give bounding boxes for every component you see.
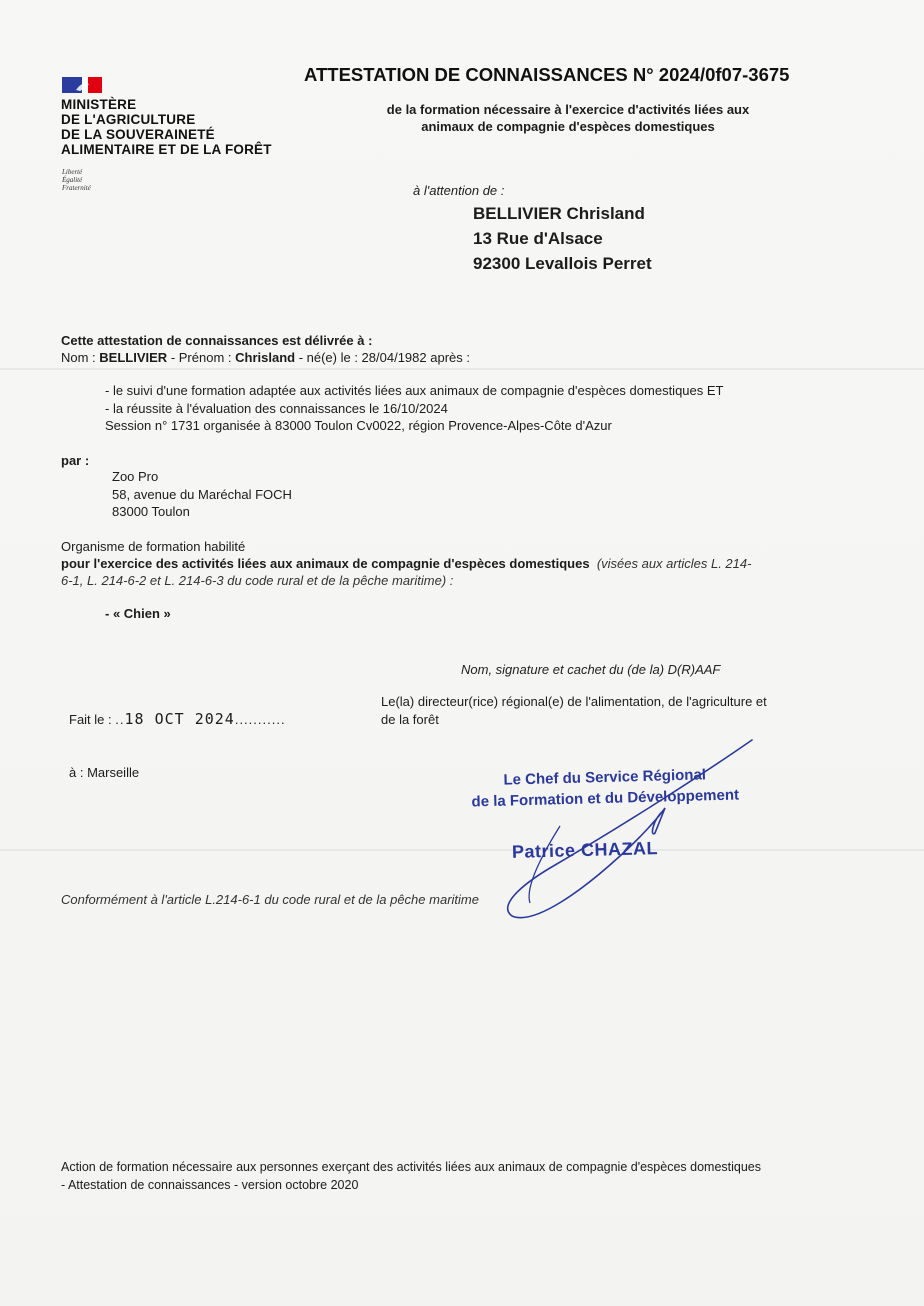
director-line: de la forêt (381, 711, 439, 727)
motto-line: Liberté (62, 168, 83, 176)
ministry-line: DE L'AGRICULTURE (61, 112, 196, 127)
stamp-line: de la Formation et du Développement (471, 786, 740, 811)
holder-lastname: BELLIVIER (99, 350, 168, 365)
document-subtitle (340, 101, 796, 135)
habilitation-articles: (visées aux articles L. 214- (596, 556, 752, 571)
republic-motto (62, 168, 91, 192)
fait-le: Fait le : ..18 OCT 2024........... (69, 710, 286, 728)
nom-label: Nom : (61, 350, 100, 365)
signature-caption: Nom, signature et cachet du (de la) D(R)AAF (461, 662, 721, 677)
director-line: Le(la) directeur(rice) régional(e) de l'alimentation, de l'agriculture et (381, 694, 767, 709)
habilitation-label: Organisme de formation habilité (61, 539, 246, 554)
footer-line: Action de formation nécessaire aux personnes exerçant des activités liées aux animaux de compagnie d'espèces domestiques (61, 1160, 762, 1174)
document-title: ATTESTATION DE CONNAISSANCES N° 2024/0f07-3675 (304, 64, 790, 85)
stamp-line: Le Chef du Service Régional (503, 766, 707, 789)
paper-fold (0, 368, 924, 370)
french-flag-icon (62, 77, 102, 93)
habilitation-scope (61, 555, 751, 573)
footer-line: - Attestation de connaissances - version octobre 2020 (61, 1177, 359, 1192)
conditions-list (105, 382, 723, 435)
director-title (381, 693, 767, 728)
recipient-address (473, 201, 652, 276)
recipient-street: 13 Rue d'Alsace (473, 229, 603, 248)
ministry-name (61, 97, 272, 157)
organizer-address (112, 468, 292, 521)
ministry-line: DE LA SOUVERAINETÉ (61, 127, 215, 142)
recipient-name: BELLIVIER Chrisland (473, 204, 645, 223)
animal-category: - « Chien » (105, 606, 171, 621)
fait-label: Fait le : (69, 712, 116, 727)
par-label: par : (61, 453, 90, 468)
subtitle-line: de la formation nécessaire à l'exercice d'activités liées aux (386, 102, 750, 117)
paper-fold (0, 849, 924, 851)
ministry-line: MINISTÈRE (61, 97, 137, 112)
list-item: - le suivi d'une formation adaptée aux activités liées aux animaux de compagnie d'espèces domestiques ET (105, 383, 724, 398)
subtitle-line: animaux de compagnie d'espèces domestiques (421, 119, 715, 134)
list-item: Session n° 1731 organisée à 83000 Toulon Cv0022, région Provence-Alpes-Côte d'Azur (105, 418, 612, 433)
signatory-name: Patrice CHAZAL (511, 838, 659, 862)
list-item: - la réussite à l'évaluation des connaissances le 16/10/2024 (105, 400, 448, 416)
place-label: à : Marseille (69, 765, 140, 780)
delivered-heading: Cette attestation de connaissances est délivrée à : (61, 333, 373, 348)
birth-date: - né(e) le : 28/04/1982 après : (295, 350, 470, 365)
organizer-city: 83000 Toulon (112, 504, 190, 519)
conformity-note: Conformément à l'article L.214-6-1 du code rural et de la pêche maritime (61, 892, 479, 907)
holder-identity (61, 349, 470, 367)
holder-firstname: Chrisland (235, 350, 296, 365)
handwritten-signature (490, 738, 760, 923)
habilitation-articles-cont: 6-1, L. 214-6-2 et L. 214-6-3 du code rural et de la pêche maritime) : (61, 573, 454, 588)
motto-line: Fraternité (62, 184, 91, 192)
organizer-name: Zoo Pro (112, 469, 159, 484)
attention-label: à l'attention de : (413, 183, 505, 198)
ministry-line: ALIMENTAIRE ET DE LA FORÊT (61, 142, 272, 157)
organizer-street: 58, avenue du Maréchal FOCH (112, 486, 292, 502)
date-stamp: 18 OCT 2024 (124, 710, 235, 728)
habilitation-bold: pour l'exercice des activités liées aux animaux de compagnie d'espèces domestiques (61, 556, 590, 571)
footer (61, 1159, 761, 1194)
motto-line: Égalité (62, 176, 83, 184)
prenom-label: - Prénom : (167, 350, 236, 365)
recipient-city: 92300 Levallois Perret (473, 254, 652, 273)
